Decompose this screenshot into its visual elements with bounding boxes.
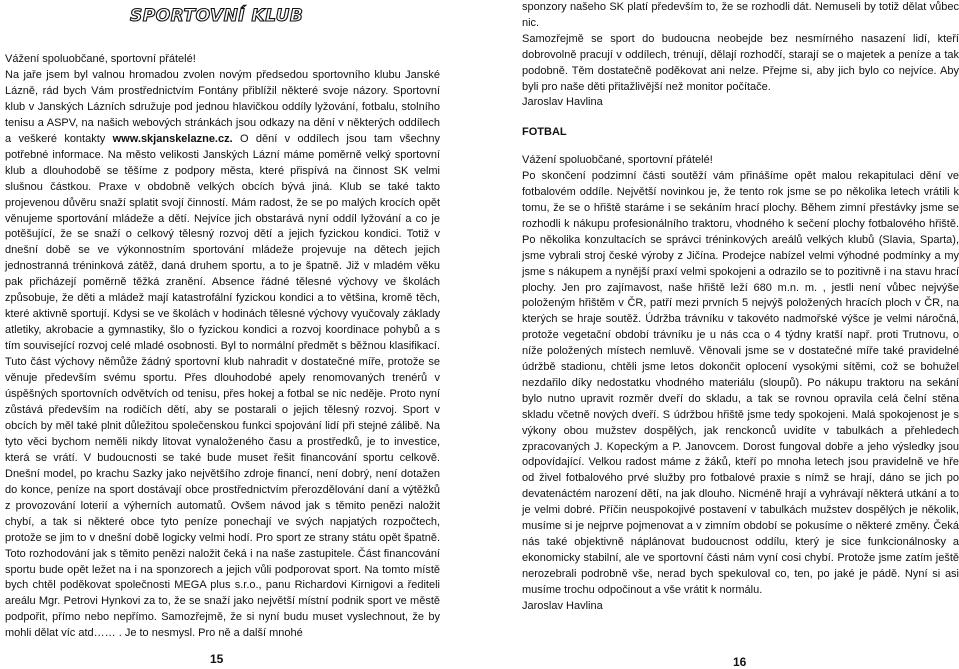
intro-paragraph bbox=[5, 68, 440, 642]
signature: Jaroslav Havlina bbox=[522, 96, 603, 109]
page-number-right: 16 bbox=[733, 655, 747, 669]
page-number-left: 15 bbox=[210, 652, 224, 666]
section-heading-fotbal: FOTBAL bbox=[522, 126, 567, 139]
left-column bbox=[5, 52, 440, 642]
right-column bbox=[522, 0, 959, 615]
body-text: Na město velikosti Janských Lázní máme poměrně velký sportovní klub a dlouhodobě se těšíme z podpory města, které přispívá na činnost SK velmi slušnou částkou. Praxe v obdobně velkých obcích bývá jiná. Klub se také takto projevenou důvěru snaží splatit svojí činností. Mám radost, že se po malých krocích opět věnujeme sportování mládeže a dětí. Nejvíce jich obstarává nyní oddíl lyžování a co je potěšující, že se snaží o celkový tělesný rozvoj dětí a jejich fyzickou kondici. Totiž v dnešní době se ve výkonnostním sportování mládeže projevuje na dětech jejich jednostranná tréninková zátěž, daná druhem sportu, a to je špatně. Již v mladém věku pak přicházejí poměrně těžká zranění. Absence řádné tělesné výchovy ve školách způsobuje, že děti a mládež mají katastrofální fyzickou kondici a to většina, kromě těch, které aktivně sportují. Kdysi se ve školách v hodinách tělesné výchovy vyučovaly základy atletiky, akrobacie a gymnastiky, šlo o fyzickou kondici a rozvoj koordinace pohybů a s tím související rozvoj celé mladé osobnosti. Byl to normální předmět s běžnou klasifikací. Tuto část výchovy němůže žádný sportovní klub nahradit v dostatečné míře, protože se věnuje především svému sportu. Přes dlouhodobé apely renomovaných trenérů v úspěšných sportovních odvětvích od tenisu, přes hokej a fotbal se nic neděje. Proto nyní zůstává především na rodičích dětí, aby se postarali o jejich tělesný rozvoj. Sport v obcích by měl také plnit důležitou společenskou funkci spojování lidí při stejné zálibě. Na tyto věci bychom neměli nikdy litovat vynaloženého času a prostředků, je to investice, která se vrátí. V budoucnosti se také bude muset řešit financování sportu celkově. Dnešní model, po krachu Sazky jako největšího zdroje financí, není dobrý, není dotažen do konce, peníze na sport dostávají obce prostřednictvím přerozdělování daní a výtěžků z provozování loterií a výherních automatů. Ovšem návod jak s těmito penězi naložit chybí, a tak si některé obce tyto peníze ponechají ve svých napjatých rozpočtech, protože se jim to v dnešní době logicky velmi hodí. Pro sport ze strany státu opět špatně. Toto rozhodování jak s těmito penězi naložit čeká i na naše zastupitele. Část financování sportu bude opět ležet na i na sponzorech a jejich vůli podporovat sport. Na tomto místě bych chtěl poděkovat společnosti MEGA plus s.r.o., panu Richardovi Kirnigovi a řediteli areálu Mgr. Petrovi Hynkovi za to, že se snaží jako největší místní podnik sport ve městě podpořit, přímo nebo nepřímo. Samozřejmě, že si nyní budu muset vyslechnout, že by mohli dělat víc atd…… . Je to nesmysl. Pro ně a další mnohé bbox=[5, 148, 440, 640]
thanks-paragraph: Samozřejmě se sport do budoucna neobejde bez nesmírného nasazení lidí, kteří dobrovolně pracují v oddílech, trénují, dělají rozhodčí, starají se o majetek a peníze a tak podobně. Těm dostatečně poděkovat ani nelze. Přejme si, aby jich bylo co nejvíce. Aby byli pro naše děti přitažlivější než monitor počítače. bbox=[522, 32, 959, 93]
salutation: Vážení spoluobčané, sportovní přátelé! bbox=[5, 53, 196, 65]
signature-fotbal: Jaroslav Havlina bbox=[522, 599, 603, 612]
fotbal-body: Po skončení podzimní části soutěží vám přinášíme opět malou rekapitulaci dění ve fotbalovém oddíle. Největší novinkou je, že tento rok jsme se po několika letech vrátili k tomu, že se o hřiště staráme i se sekáním hrací plochy. Během zimní přestávky jsme se rozhodli k nákupu profesionálního traktoru, vhodného k sečení plochy fotbalového hřiště. Po několika konzultacích se správci tréninkových areálů velkých klubů (Slavia, Sparta), jsme vybrali stroj české výroby z Jičína. Prodejce nabízel velmi výhodné podmínky a my jsme s nákupem a nynější praxí velmi spokojeni a odrazilo se to pozitivně i na stavu hrací plochy. Jen pro zajímavost, naše hřiště leží 680 m.n. m. , jestli není vůbec nejvýše položeným hřištěm v ČR, patří mezi prvních 5 nejvýš položených hracích ploch v ČR, na kterých se hraje soutěž. Údržba trávníku v takovéto nadmořské výšce je velmi náročná, protože vegetační období trávníku je u nás cca o 4 týdny kratší např. proti Trutnovu, o níže položených místech nemluvě. Věnovali jsme se v dostatečné míře také pravidelné údržbě stadionu, chtěli jsme letos dokončit oplocení vysokými sítěmi, což se bohužel nezdařilo díky nedostatku vhodného materiálu (sloupů). Po nákupu traktoru na sekání bylo nutno upravit rozměr dveří do skladu, a tak se rovnou opravila celá čelní stěna skladu včetně nových dveří. S údržbou hřiště jsme tedy spokojeni. Malá spokojenost je s výkony obou mužstev dospělých, jak renckonců uvidíte v tabulkách a přehledech zpracovaných J. Kopeckým a P. Janovcem. Dorost fungoval dobře a jeho výsledky jsou odpovídající. Velkou radost máme z žáků, kteří po mnoha letech jsou pravidelně ve hře od živel fotbalového prvé služby pro fotbalové praxie s nímž se hrají, dáno se jich po devatenáctém narození dětí, na jak dlouho. Nicméně hrají a vyhrávají některá utkání a to je velmi dobré. Příčin neuspokojivé postavení v tabulkách mužstev dospělých je několik, musíme si je nejprve pojmenovat a v zimním období se pokusíme o některé změny. Čeká nás také objektivně náplánovat budoucnost oddílu, který je sice funkcionálnosky a ekonomicky stabilní, ale ve sportovní části nám vyní cosi chybí. Protože jsme zatím ještě nerozebrali podrobně vše, nerad bych spekuloval co, ten, po jaké je pádě. Nyní si asi musíme trochu odpočinout a vše vrátit k normálu. bbox=[522, 170, 959, 596]
intro-text: Na jaře jsem byl valnou hromadou zvolen novým předsedou sportovního klubu Janské Lázně, rád bych Vám prostřednictvím Fontány přiblížil některé svoje názory. Sportovní klub v Janských Lázních sdružuje pod jednou hlavičkou oddíly lyžování, fotbalu, stolního tenisu a ASPV, na našich webových stránkách jsou odkazy na dění v některých oddílech a veškeré kontakty bbox=[5, 68, 440, 145]
page-title: SPORTOVNÍ KLUB bbox=[130, 6, 304, 26]
intro-end-text: O dění v oddílech jsou tam všechny potřebné informace. bbox=[5, 132, 440, 161]
salutation-fotbal: Vážení spoluobčané, sportovní přátelé! bbox=[522, 154, 713, 167]
website-link[interactable]: www.skjanskelazne.cz. bbox=[112, 132, 233, 145]
continuation-text: sponzory našeho SK platí především to, že se rozhodli dát. Nemuseli by totiž dělat vůbec nic. bbox=[522, 1, 959, 29]
